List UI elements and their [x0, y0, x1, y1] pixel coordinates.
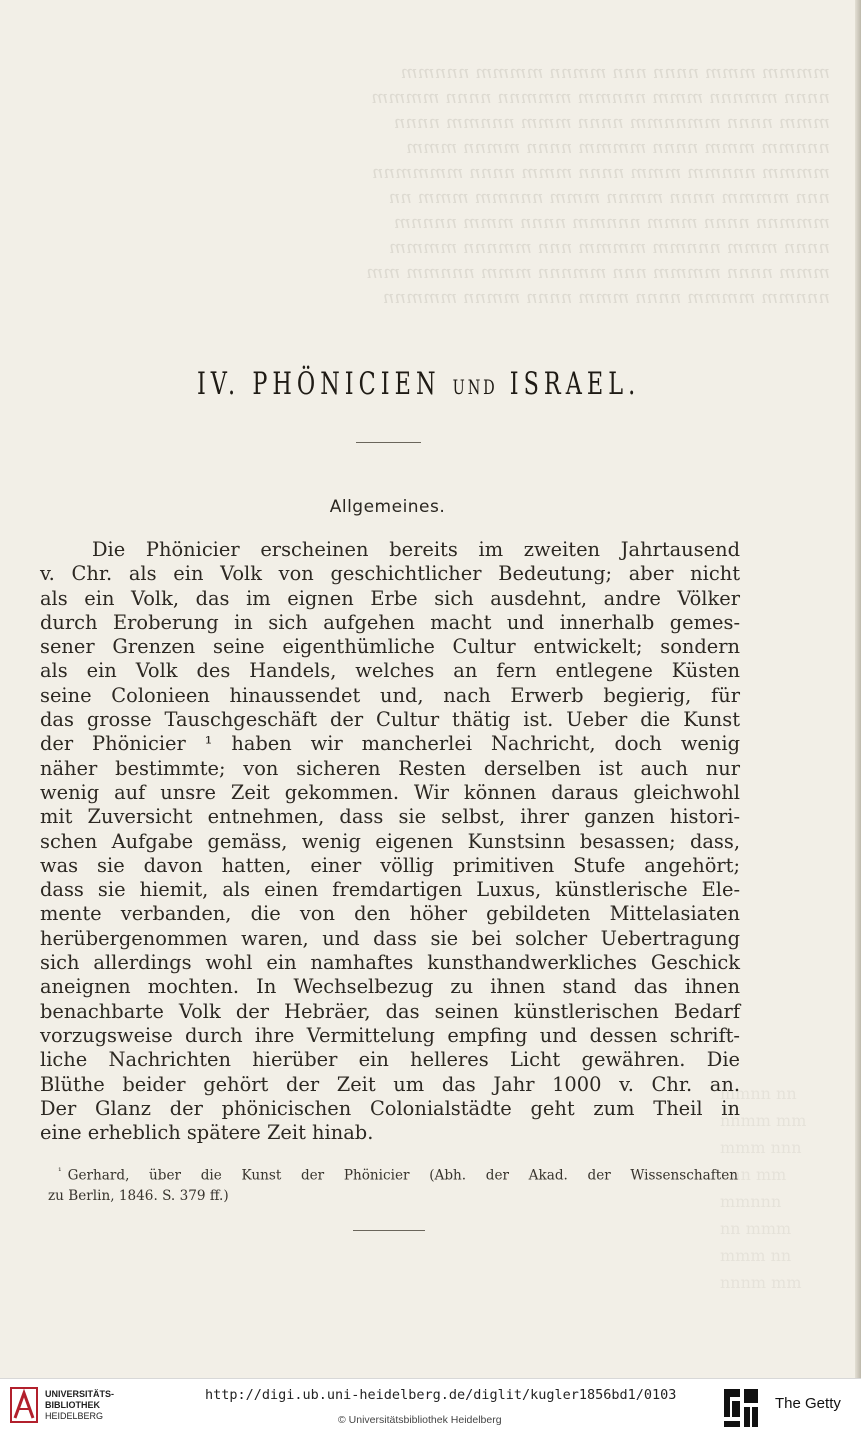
body-line: als ein Volk des Handels, welches an fern entlegene Küsten: [40, 659, 740, 683]
body-line: seine Colonieen hinaussendet und, nach Erwerb begierig, für: [40, 683, 740, 707]
body-line: eine erheblich spätere Zeit hinab.: [40, 1121, 374, 1145]
copyright-notice: © Universitätsbibliothek Heidelberg: [338, 1414, 502, 1426]
body-line: v. Chr. als ein Volk von geschichtlicher Bedeutung; aber nicht: [40, 562, 740, 586]
footnote-mark: ¹: [58, 1167, 62, 1177]
body-line: benachbarte Volk der Hebräer, das seinen künstlerischen Bedarf: [40, 999, 740, 1023]
title-divider: [356, 442, 421, 443]
section-heading: Allgemeines.: [329, 497, 446, 517]
library-line-1: UNIVERSITÄTS-: [45, 1389, 115, 1399]
body-line: mit Zuversicht entnehmen, dass sie selbst, ihrer ganzen histori-: [40, 805, 740, 829]
bleed-through-text: mmmm mmm nnnn nnn mmnn mmmm nnnmm nnnn mmnnn mmm nnnmm mmmnn nnnn mmmm mmm nnnn mmnnmm nnnn mmm nnnmm nnnn nnnmm mmm nnnn mmmm nnnn mmnn mmm mmmm nnnmm mmm nnnn mmm nnnn mmmmnn nnn mmmm nnnn mmnn mmm nnnmm mmm nn mmmnn nnnn mmm nnnmm nnnn mmm nnnnm nnnn mmm nnnmm mmmm nnn mmnnn mmmm mmm nnnn mmmm nnn mmnnn mmm nnnmm mm nnnmm mmmm nnnn mmm nnnn mmnn mmmnn: [366, 62, 830, 308]
body-line: sich allerdings wohl ein namhaftes kunsthandwerkliches Geschick: [40, 951, 740, 975]
chapter-title-conjunction: UND: [452, 375, 498, 399]
body-line: durch Eroberung in sich aufgehen macht und innerhalb gemes-: [40, 610, 740, 634]
footnote-text-1: Gerhard, über die Kunst der Phönicier (Abh. der Akad. der Wissenschaften: [67, 1167, 738, 1184]
body-line: Blüthe beider gehört der Zeit um das Jahr 1000 v. Chr. an.: [40, 1072, 740, 1096]
body-line: Der Glanz der phönicischen Colonialstädte geht zum Theil in: [40, 1096, 740, 1120]
university-library-logo-icon[interactable]: [10, 1387, 38, 1423]
body-line: was sie davon hatten, einer völlig primitiven Stufe angehört;: [40, 853, 740, 877]
footnote: [48, 1162, 738, 1206]
getty-logo-icon[interactable]: [722, 1387, 762, 1429]
body-line: dass sie hiemit, als einen fremdartigen Luxus, künstlerische Ele-: [40, 878, 740, 902]
footnote-line-2: zu Berlin, 1846. S. 379 ff.): [48, 1187, 229, 1204]
library-line-3: HEIDELBERG: [45, 1411, 104, 1421]
body-line: vorzugsweise durch ihre Vermittelung empfing und dessen schrift-: [40, 1023, 740, 1047]
body-line: mente verbanden, die von den höher gebildeten Mittelasiaten: [40, 902, 740, 926]
library-line-2: BIBLIOTHEK: [45, 1400, 100, 1410]
footnote-divider: [353, 1230, 425, 1231]
body-line: schen Aufgabe gemäss, wenig eigenen Kunstsinn besassen; dass,: [40, 829, 740, 853]
permalink-url[interactable]: http://digi.ub.uni-heidelberg.de/diglit/kugler1856bd1/0103: [205, 1387, 677, 1403]
body-line: aneignen mochten. In Wechselbezug zu ihnen stand das ihnen: [40, 975, 740, 999]
chapter-title: [109, 366, 729, 402]
body-line: liche Nachrichten hierüber ein helleres Licht gewähren. Die: [40, 1048, 740, 1072]
body-line: der Phönicier ¹ haben wir mancherlei Nachricht, doch wenig: [40, 732, 740, 756]
getty-sponsor-name: The Getty: [775, 1395, 841, 1412]
chapter-title-end: ISRAEL.: [497, 366, 641, 402]
body-line: wenig auf unsre Zeit gekommen. Wir können daraus gleichwohl: [40, 780, 740, 804]
chapter-title-main: IV. PHÖNICIEN: [196, 366, 453, 402]
footnote-line-1: [48, 1162, 738, 1186]
body-paragraph: [40, 538, 740, 1145]
bleed-through-margin: mmnn nn nnmm mm mmm nnn nnn mm mmnnn nn mmm mmm nn nnnm mm: [720, 1084, 807, 1292]
body-line: als ein Volk, das im eignen Erbe sich ausdehnt, andre Völker: [40, 586, 740, 610]
body-line: herübergenommen waren, und dass sie bei solcher Uebertragung: [40, 926, 740, 950]
viewer-footer: [0, 1378, 861, 1438]
body-line: das grosse Tauschgeschäft der Cultur thätig ist. Ueber die Kunst: [40, 708, 740, 732]
body-line: Die Phönicier erscheinen bereits im zweiten Jahrtausend: [92, 538, 740, 561]
page-edge-shadow: [855, 0, 861, 1378]
university-library-name: [45, 1389, 114, 1422]
body-line: näher bestimmte; von sicheren Resten derselben ist auch nur: [40, 756, 740, 780]
body-line: sener Grenzen seine eigenthümliche Cultur entwickelt; sondern: [40, 635, 740, 659]
